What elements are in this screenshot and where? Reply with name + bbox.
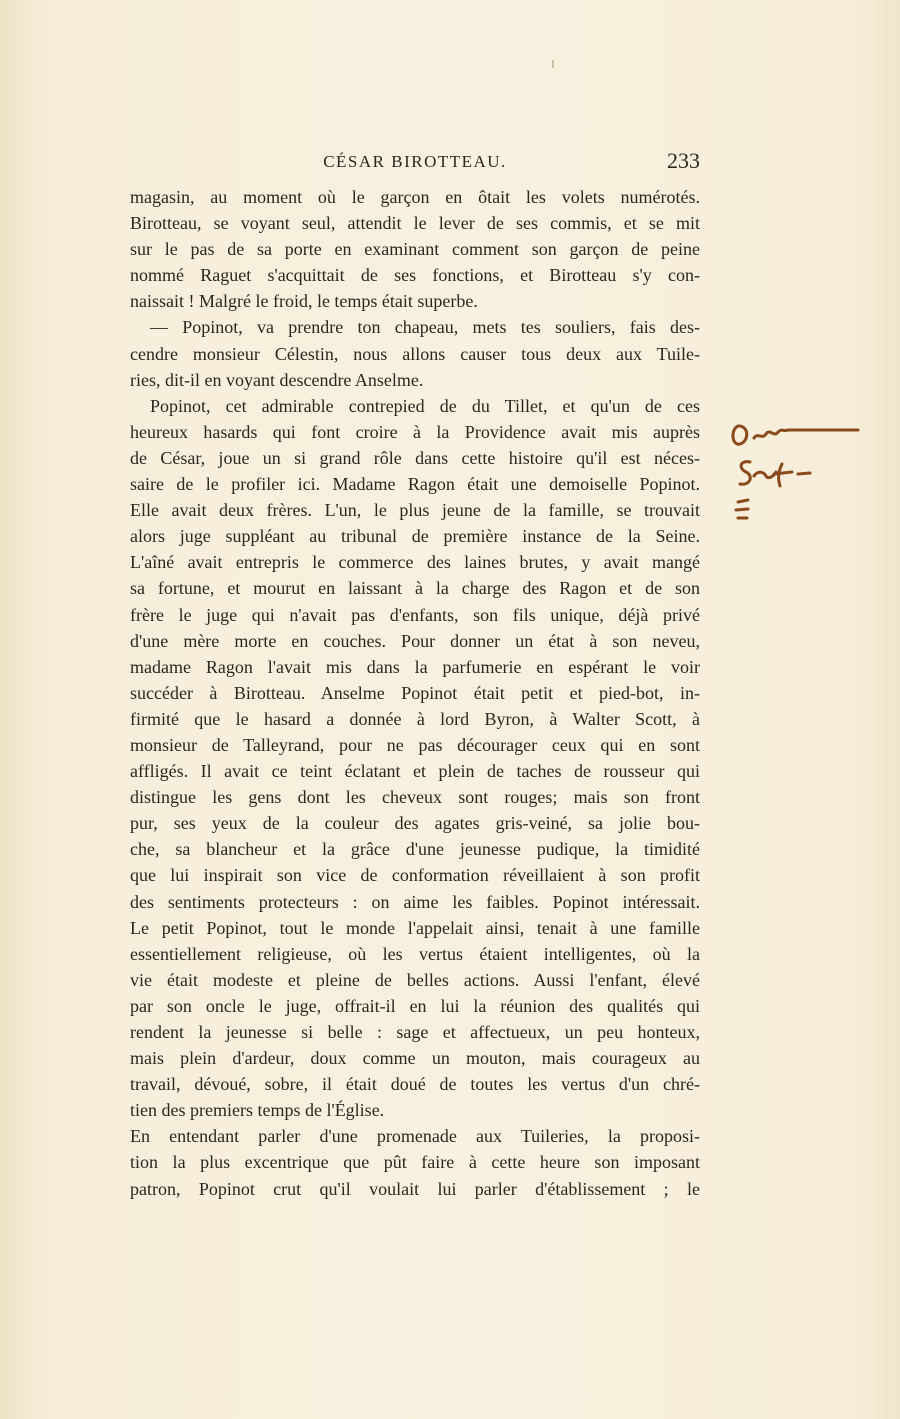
text-line: nommé Raguet s'acquittait de ses fonctions, et Birotteau s'y con- bbox=[130, 265, 700, 286]
text-line: sur le pas de sa porte en examinant comment son garçon de peine bbox=[130, 239, 700, 260]
page-number: 233 bbox=[667, 148, 700, 173]
text-line: succéder à Birotteau. Anselme Popinot était petit et pied-bot, in- bbox=[130, 682, 700, 703]
text-line: tien des premiers temps de l'Église. bbox=[130, 1100, 385, 1121]
text-line: Elle avait deux frères. L'un, le plus jeune de la famille, se trouvait bbox=[130, 500, 700, 521]
text-line: frère le juge qui n'avait pas d'enfants, son fils unique, déjà privé bbox=[130, 604, 700, 625]
text-line: de César, joue un si grand rôle dans cette histoire qu'il est néces- bbox=[130, 447, 700, 468]
text-line: Popinot, cet admirable contrepied de du Tillet, et qu'un de ces bbox=[150, 395, 700, 416]
body-text bbox=[130, 184, 700, 1202]
page-header bbox=[130, 148, 700, 178]
text-line: monsieur de Talleyrand, pour ne pas décourager ceux qui en sont bbox=[130, 734, 700, 755]
text-line: magasin, au moment où le garçon en ôtait les volets numérotés. bbox=[130, 187, 700, 207]
paper-mark bbox=[552, 60, 554, 68]
handwriting-stroke bbox=[736, 500, 748, 518]
text-line: des sentiments protecteurs : on aime les faibles. Popinot intéressait. bbox=[130, 891, 700, 912]
running-head: CÉSAR BIROTTEAU. bbox=[323, 152, 507, 171]
text-line: firmité que le hasard a donnée à lord Byron, à Walter Scott, à bbox=[130, 708, 700, 729]
text-line: que lui inspirait son vice de conformation réveillaient à son profit bbox=[130, 865, 700, 886]
text-line: saire de le profiler ici. Madame Ragon était une demoiselle Popinot. bbox=[130, 474, 700, 495]
text-line: patron, Popinot crut qu'il voulait lui parler d'établissement ; le bbox=[130, 1178, 700, 1199]
handwriting-stroke bbox=[754, 464, 810, 486]
text-line: affligés. Il avait ce teint éclatant et plein de taches de rousseur qui bbox=[130, 761, 700, 782]
text-line: En entendant parler d'une promenade aux Tuileries, la proposi- bbox=[130, 1126, 700, 1147]
handwriting-stroke bbox=[733, 426, 747, 444]
text-line: che, sa blancheur et la grâce d'une jeunesse pudique, la timidité bbox=[130, 839, 700, 860]
text-line: heureux hasards qui font croire à la Providence avait mis auprès bbox=[130, 421, 700, 442]
text-line: d'une mère morte en couches. Pour donner un état à son neveu, bbox=[130, 630, 700, 651]
text-line: L'aîné avait entrepris le commerce des laines brutes, y avait mangé bbox=[130, 552, 700, 573]
text-line: rendent la jeunesse si belle : sage et affectueux, un peu honteux, bbox=[130, 1022, 700, 1042]
text-line: mais plein d'ardeur, doux comme un mouton, mais courageux au bbox=[130, 1048, 700, 1069]
text-line: travail, dévoué, sobre, il était doué de toutes les vertus d'un chré- bbox=[130, 1074, 700, 1095]
margin-annotation bbox=[728, 420, 868, 530]
text-line: alors juge suppléant au tribunal de première instance de la Seine. bbox=[130, 526, 700, 547]
text-line: Le petit Popinot, tout le monde l'appelait ainsi, tenait à une famille bbox=[130, 917, 700, 938]
handwriting-stroke bbox=[740, 462, 750, 485]
text-line: pur, ses yeux de la couleur des agates gris-veiné, sa jolie bou- bbox=[130, 813, 700, 834]
text-line: madame Ragon l'avait mis dans la parfumerie en espérant le voir bbox=[130, 656, 700, 677]
text-line: naissait ! Malgré le froid, le temps était superbe. bbox=[130, 291, 478, 312]
text-line: — Popinot, va prendre ton chapeau, mets tes souliers, fais des- bbox=[150, 317, 700, 338]
text-line: ries, dit-il en voyant descendre Anselme. bbox=[130, 369, 424, 390]
text-line: par son oncle le juge, offrait-il en lui la réunion des qualités qui bbox=[130, 995, 700, 1016]
handwriting-stroke bbox=[754, 430, 858, 438]
text-line: cendre monsieur Célestin, nous allons causer tous deux aux Tuile- bbox=[130, 343, 700, 364]
text-line: sa fortune, et mourut en laissant à la charge des Ragon et de son bbox=[130, 578, 700, 599]
text-line: vie était modeste et pleine de belles actions. Aussi l'enfant, élevé bbox=[130, 969, 700, 990]
text-line: Birotteau, se voyant seul, attendit le lever de ses commis, et se mit bbox=[130, 213, 700, 234]
text-line: tion la plus excentrique que pût faire à cette heure son imposant bbox=[130, 1152, 700, 1173]
text-line: distingue les gens dont les cheveux sont rouges; mais son front bbox=[130, 787, 700, 808]
text-line: essentiellement religieuse, où les vertus étaient intelligentes, où la bbox=[130, 943, 700, 964]
